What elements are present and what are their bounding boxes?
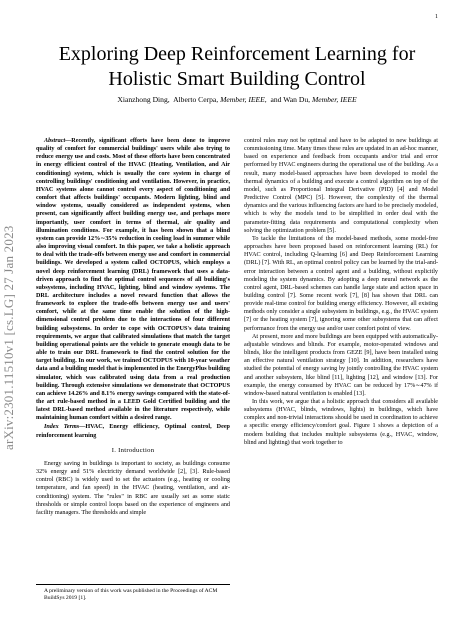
paper-title: Exploring Deep Reinforcement Learning for Holistic Smart Building Control — [58, 43, 416, 90]
footnote-text: A preliminary version of this work was published in the Proceedings of ACM BuildSys 2019 [1]. — [44, 588, 218, 602]
arxiv-identifier: arXiv:2301.11510v1 [cs.LG] 27 Jan 2023 — [1, 225, 16, 450]
left-column — [36, 137, 230, 517]
author-3-role: Member, IEEE — [311, 95, 357, 104]
body-paragraph: At present, more and more buildings are been equipped with automatically-adjustable windows and blinds. For example, motor-operated windows and blinds, like the intelligent products from GEZE [9], have been installed using an effective natural ventilation strategy [10]. In addition, researchers have studied the potential of energy saving by jointly controlling the HVAC system and another subsystem, like blind [11], lighting [12], and window [13]. For example, the energy consumed by HVAC can be reduced by 17%∼47% if window-based natural ventilation is enabled [13]. — [244, 333, 438, 397]
author-2-role: Member, IEEE, — [220, 95, 267, 104]
footnote — [36, 584, 230, 603]
author-line — [40, 95, 434, 104]
intro-paragraph: Energy saving in buildings is important to society, as buildings consume 32% energy and 51% electricity demand worldwide [2], [3]. Rule-based control (RBC) is widely used to set the actuators (e.g., heating or cooling temperature, and fan speed) in the HVAC (heating, ventilation, and air-conditioning) system. The "rules" in RBC are usually set as some static thresholds or simple control loops based on the experience of engineers and facility managers. The thresholds and simple — [36, 460, 230, 516]
body-paragraph: In this work, we argue that a holistic approach that considers all available subsystems (HVAC, blinds, windows, lights) in buildings, which have complex and non-trivial interactions should be used in coordination to achieve a specific energy efficiency/comfort goal. Figure 1 shows a depiction of a modern building that includes multiple subsystems (e.g., HVAC, window, blind and lighting) that work together to — [244, 399, 438, 446]
abstract-label: Abstract — [44, 138, 66, 144]
body-paragraph: control rules may not be optimal and have to be adapted to new buildings at commissioning time. Many times these rules are updated in an ad-hoc manner, based on experience and feedback from occupants and/or trial and error performed by HVAC engineers during the operational use of the building. As a result, many model-based approaches have been developed to model the thermal dynamics of a building and execute a control algorithm on top of the model, such as Proportional Integral Derivative (PID) [4] and Model Predictive Control (MPC) [5]. However, the complexity of the thermal dynamics and the various influencing factors are hard to be precisely modeled, which is why the models tend to be simplified in order deal with the parameter-fitting data requirements and computational complexity when solving the optimization problem [5]. — [244, 138, 438, 234]
index-terms-text: —HVAC, Energy efficiency, Optimal control, Deep reinforcement learning — [36, 424, 230, 439]
section-heading: I. Introduction — [111, 446, 155, 454]
abstract — [36, 137, 230, 422]
index-terms-label: Index Terms — [44, 424, 80, 431]
page-number: 1 — [435, 14, 438, 20]
author-1: Xianzhong Ding, — [117, 95, 170, 104]
author-2: Alberto Cerpa, — [173, 95, 219, 104]
right-column — [244, 137, 438, 447]
abstract-text: —Recently, significant efforts have been done to improve quality of comfort for commercial buildings' users while also trying to reduce energy use and costs. Most of these efforts have been concentrated in energy efficient control of the HVAC (Heating, Ventilation, and Air conditioning) system, which is usually the core system in charge of controlling buildings' conditioning and ventilation. However, in practice, HVAC systems alone cannot control every aspect of conditioning and comfort that affects buildings' occupants. Modern lighting, blind and window systems, usually considered as independent systems, when present, can significantly affect building energy use, and perhaps more importantly, user comfort in terms of thermal, air quality and illumination conditions. For example, it has been shown that a blind system can provide 12%∼35% reduction in cooling load in summer while also improving visual comfort. In this paper, we take a holistic approach to deal with the trade-offs between energy use and comfort in commercial buildings. We developed a system called OCTOPUS, which employs a novel deep reinforcement learning (DRL) framework that uses a data-driven approach to find the optimal control sequences of all building's subsystems, including HVAC, lighting, blind and window systems. The DRL architecture includes a novel reward function that allows the framework to explore the trade-offs between energy use and users' comfort, while at the same time enable the solution of the high-dimensional control problem due to the interactions of four different building subsystems. In order to cope with OCTOPUS's data training requirements, we argue that calibrated simulations that match the target building operational points are the vehicle to generate enough data to be able to train our DRL framework to find the control solution for the target building. In our work, we trained OCTOPUS with 10-year weather data and a building model that is implemented in the EnergyPlus building simulator, which was calibrated using data from a real production building. Through extensive simulations we demonstrate that OCTOPUS can achieve 14.26% and 8.1% energy savings compared with the state-of-the art rule-based method in a LEED Gold Certified building and the latest DRL-based method available in the literature respectively, while maintaining human comfort within a desired range. — [36, 138, 230, 422]
index-terms — [36, 423, 230, 439]
body-paragraph: To tackle the limitations of the model-based methods, some model-free approaches have been proposed based on reinforcement learning (RL) for HVAC control, including Q-learning [6] and Deep Reinforcement Learning (DRL) [7]. With RL, an optimal control policy can be learned by the trial-and-error interaction between a control agent and a building, without explicitly modeling the system dynamics. By adopting a deep neural network as the control agent, DRL-based schemes can handle large state and action space in building control [7]. Some recent work [7], [8] has shown that DRL can provide real-time control for building energy efficiency. However, all existing methods only consider a single subsystem in buildings, e.g., the HVAC system [7] or the heating system [7], ignoring some other subsystems that can affect performance from the energy use and/or user comfort point of view. — [244, 235, 438, 332]
author-3: and Wan Du, — [270, 95, 311, 104]
